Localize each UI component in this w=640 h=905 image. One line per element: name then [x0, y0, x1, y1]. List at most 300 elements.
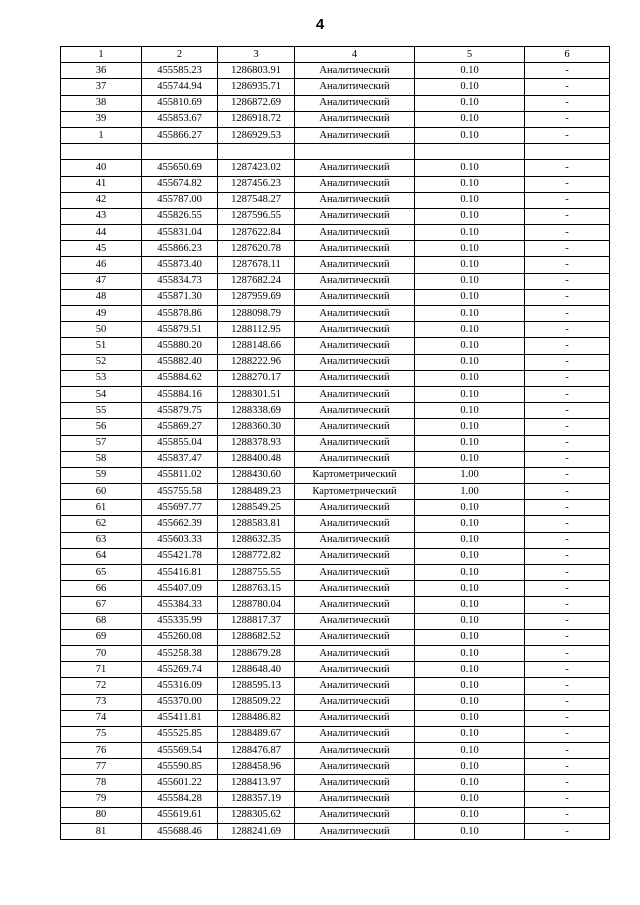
table-cell-col-6: -	[525, 565, 610, 581]
table-cell-col-2: 455834.73	[142, 273, 218, 289]
table-cell-col-5: 0.10	[415, 127, 525, 143]
table-cell-col-2: 455879.75	[142, 403, 218, 419]
table-cell-col-5: 0.10	[415, 322, 525, 338]
table-cell-col-5: 0.10	[415, 160, 525, 176]
table-cell-col-5: 0.10	[415, 451, 525, 467]
header-col-5: 5	[415, 47, 525, 63]
table-cell-col-1: 64	[61, 548, 142, 564]
table-cell-col-1: 62	[61, 516, 142, 532]
table-cell-col-5: 0.10	[415, 95, 525, 111]
table-cell-col-6: -	[525, 289, 610, 305]
table-cell-col-3: 1288489.67	[218, 726, 295, 742]
table-cell-col-1: 57	[61, 435, 142, 451]
table-cell-col-6: -	[525, 791, 610, 807]
table-row	[61, 241, 610, 257]
table-cell-col-1: 76	[61, 743, 142, 759]
table-cell-col-6: -	[525, 111, 610, 127]
table-row	[61, 225, 610, 241]
table-cell-col-4: Аналитический	[295, 791, 415, 807]
table-cell-col-3: 1288486.82	[218, 710, 295, 726]
table-cell-col-2: 455411.81	[142, 710, 218, 726]
table-cell-col-2: 455810.69	[142, 95, 218, 111]
table-cell-col-2: 455416.81	[142, 565, 218, 581]
table-cell-col-5: 0.10	[415, 354, 525, 370]
table-cell-col-3: 1287423.02	[218, 160, 295, 176]
table-cell-col-2: 455260.08	[142, 629, 218, 645]
table-row	[61, 386, 610, 402]
table-cell-col-4: Аналитический	[295, 581, 415, 597]
table-cell-col-6: -	[525, 726, 610, 742]
table-cell-col-4: Аналитический	[295, 225, 415, 241]
table-cell-col-6: -	[525, 451, 610, 467]
table-cell-col-1: 63	[61, 532, 142, 548]
table-cell-col-4: Аналитический	[295, 726, 415, 742]
table-row	[61, 807, 610, 823]
table-cell-col-6: -	[525, 322, 610, 338]
table-cell-col-4: Аналитический	[295, 257, 415, 273]
table-cell-col-5: 0.10	[415, 710, 525, 726]
table-cell-col-5: 0.10	[415, 176, 525, 192]
table-cell-col-3: 1288357.19	[218, 791, 295, 807]
table-cell-col-4: Аналитический	[295, 306, 415, 322]
table-cell-col-5: 0.10	[415, 241, 525, 257]
table-cell-col-3: 1288458.96	[218, 759, 295, 775]
table-cell-col-2: 455879.51	[142, 322, 218, 338]
table-cell-col-2: 455855.04	[142, 435, 218, 451]
table-row	[61, 370, 610, 386]
table-cell-col-6: -	[525, 532, 610, 548]
table-cell-col-3: 1288222.96	[218, 354, 295, 370]
table-cell-col-6: -	[525, 95, 610, 111]
table-cell-col-6: -	[525, 775, 610, 791]
header-col-6: 6	[525, 47, 610, 63]
table-cell-col-6: -	[525, 662, 610, 678]
table-cell-col-3: 1287959.69	[218, 289, 295, 305]
table-row	[61, 597, 610, 613]
table-cell-col-3: 1288270.17	[218, 370, 295, 386]
table-cell-col-6: -	[525, 581, 610, 597]
table-cell-col-1: 65	[61, 565, 142, 581]
table-cell-col-1: 71	[61, 662, 142, 678]
table-cell-col-2: 455873.40	[142, 257, 218, 273]
empty-cell	[415, 144, 525, 160]
table-cell-col-4: Аналитический	[295, 662, 415, 678]
table-cell-col-4: Аналитический	[295, 824, 415, 840]
table-cell-col-2: 455650.69	[142, 160, 218, 176]
table-cell-col-3: 1288648.40	[218, 662, 295, 678]
table-cell-col-2: 455662.39	[142, 516, 218, 532]
table-row	[61, 403, 610, 419]
table-cell-col-4: Аналитический	[295, 597, 415, 613]
table-row	[61, 95, 610, 111]
table-cell-col-6: -	[525, 678, 610, 694]
table-cell-col-5: 0.10	[415, 516, 525, 532]
table-header	[61, 47, 610, 63]
table-cell-col-2: 455826.55	[142, 208, 218, 224]
table-cell-col-5: 0.10	[415, 759, 525, 775]
table-cell-col-3: 1287548.27	[218, 192, 295, 208]
table-cell-col-6: -	[525, 160, 610, 176]
table-cell-col-4: Аналитический	[295, 354, 415, 370]
table-cell-col-3: 1288360.30	[218, 419, 295, 435]
table-row	[61, 694, 610, 710]
table-cell-col-4: Аналитический	[295, 273, 415, 289]
table-row	[61, 516, 610, 532]
table-cell-col-3: 1288755.55	[218, 565, 295, 581]
table-cell-col-1: 52	[61, 354, 142, 370]
table-cell-col-5: 0.10	[415, 597, 525, 613]
table-cell-col-1: 72	[61, 678, 142, 694]
table-cell-col-1: 70	[61, 645, 142, 661]
table-cell-col-1: 58	[61, 451, 142, 467]
table-cell-col-4: Аналитический	[295, 629, 415, 645]
table-cell-col-6: -	[525, 548, 610, 564]
table-cell-col-2: 455688.46	[142, 824, 218, 840]
table-cell-col-6: -	[525, 435, 610, 451]
table-cell-col-6: -	[525, 79, 610, 95]
table-cell-col-4: Аналитический	[295, 451, 415, 467]
table-cell-col-1: 77	[61, 759, 142, 775]
table-cell-col-5: 0.10	[415, 79, 525, 95]
table-row	[61, 613, 610, 629]
header-col-3: 3	[218, 47, 295, 63]
table-cell-col-1: 73	[61, 694, 142, 710]
table-cell-col-1: 44	[61, 225, 142, 241]
table-cell-col-1: 53	[61, 370, 142, 386]
table-cell-col-2: 455866.27	[142, 127, 218, 143]
table-row	[61, 289, 610, 305]
table-cell-col-5: 0.10	[415, 548, 525, 564]
table-cell-col-6: -	[525, 208, 610, 224]
empty-cell	[295, 144, 415, 160]
table-cell-col-3: 1287682.24	[218, 273, 295, 289]
table-cell-col-5: 0.10	[415, 775, 525, 791]
table-cell-col-2: 455880.20	[142, 338, 218, 354]
table-cell-col-3: 1288305.62	[218, 807, 295, 823]
table-cell-col-3: 1287596.55	[218, 208, 295, 224]
table-cell-col-3: 1288400.48	[218, 451, 295, 467]
table-cell-col-6: -	[525, 694, 610, 710]
table-cell-col-6: -	[525, 241, 610, 257]
table-cell-col-6: -	[525, 743, 610, 759]
table-cell-col-5: 0.10	[415, 273, 525, 289]
header-col-2: 2	[142, 47, 218, 63]
table-cell-col-4: Аналитический	[295, 532, 415, 548]
table-row	[61, 306, 610, 322]
table-cell-col-1: 60	[61, 484, 142, 500]
table-cell-col-2: 455619.61	[142, 807, 218, 823]
table-cell-col-4: Аналитический	[295, 613, 415, 629]
table-cell-col-5: 0.10	[415, 824, 525, 840]
table-cell-col-1: 40	[61, 160, 142, 176]
table-cell-col-5: 0.10	[415, 403, 525, 419]
table-cell-col-6: -	[525, 403, 610, 419]
table-cell-col-1: 66	[61, 581, 142, 597]
coordinates-table	[60, 46, 610, 840]
table-cell-col-3: 1288301.51	[218, 386, 295, 402]
table-cell-col-6: -	[525, 192, 610, 208]
table-cell-col-5: 0.10	[415, 629, 525, 645]
table-cell-col-1: 41	[61, 176, 142, 192]
table-cell-col-1: 47	[61, 273, 142, 289]
table-cell-col-1: 59	[61, 467, 142, 483]
table-cell-col-6: -	[525, 273, 610, 289]
table-cell-col-4: Аналитический	[295, 435, 415, 451]
header-col-1: 1	[61, 47, 142, 63]
table-cell-col-2: 455584.28	[142, 791, 218, 807]
table-cell-col-6: -	[525, 516, 610, 532]
table-row	[61, 775, 610, 791]
table-row	[61, 208, 610, 224]
table-cell-col-3: 1286918.72	[218, 111, 295, 127]
table-cell-col-1: 68	[61, 613, 142, 629]
table-row	[61, 743, 610, 759]
table-cell-col-5: 0.10	[415, 306, 525, 322]
table-row	[61, 435, 610, 451]
table-cell-col-4: Аналитический	[295, 386, 415, 402]
table-cell-col-3: 1288489.23	[218, 484, 295, 500]
table-cell-col-5: 0.10	[415, 581, 525, 597]
table-row	[61, 662, 610, 678]
table-cell-col-5: 0.10	[415, 338, 525, 354]
table-row	[61, 726, 610, 742]
table-cell-col-1: 61	[61, 500, 142, 516]
table-row	[61, 500, 610, 516]
table-row	[61, 824, 610, 840]
table-cell-col-1: 54	[61, 386, 142, 402]
table-cell-col-3: 1288413.97	[218, 775, 295, 791]
table-cell-col-5: 0.10	[415, 565, 525, 581]
table-cell-col-5: 0.10	[415, 419, 525, 435]
table-cell-col-1: 67	[61, 597, 142, 613]
table-row	[61, 322, 610, 338]
table-cell-col-4: Аналитический	[295, 208, 415, 224]
table-cell-col-3: 1288780.04	[218, 597, 295, 613]
table-cell-col-1: 36	[61, 63, 142, 79]
table-row	[61, 111, 610, 127]
table-cell-col-3: 1287456.23	[218, 176, 295, 192]
table-cell-col-1: 56	[61, 419, 142, 435]
table-cell-col-1: 78	[61, 775, 142, 791]
table-row	[61, 257, 610, 273]
table-cell-col-5: 0.10	[415, 63, 525, 79]
table-cell-col-6: -	[525, 824, 610, 840]
table-cell-col-6: -	[525, 338, 610, 354]
table-row	[61, 532, 610, 548]
table-cell-col-2: 455811.02	[142, 467, 218, 483]
table-cell-col-4: Аналитический	[295, 694, 415, 710]
table-cell-col-4: Аналитический	[295, 127, 415, 143]
table-cell-col-1: 50	[61, 322, 142, 338]
table-cell-col-3: 1288241.69	[218, 824, 295, 840]
table-cell-col-6: -	[525, 500, 610, 516]
table-cell-col-4: Аналитический	[295, 79, 415, 95]
table-row	[61, 176, 610, 192]
table-row	[61, 160, 610, 176]
table-cell-col-3: 1288098.79	[218, 306, 295, 322]
table-row	[61, 467, 610, 483]
table-cell-col-5: 0.10	[415, 289, 525, 305]
table-row	[61, 581, 610, 597]
table-cell-col-4: Аналитический	[295, 192, 415, 208]
table-cell-col-1: 46	[61, 257, 142, 273]
table-cell-col-6: -	[525, 807, 610, 823]
table-cell-col-2: 455674.82	[142, 176, 218, 192]
table-cell-col-3: 1288509.22	[218, 694, 295, 710]
table-row	[61, 791, 610, 807]
table-cell-col-2: 455697.77	[142, 500, 218, 516]
table-cell-col-2: 455853.67	[142, 111, 218, 127]
table-row	[61, 192, 610, 208]
table-cell-col-4: Аналитический	[295, 63, 415, 79]
table-row	[61, 548, 610, 564]
table-cell-col-4: Аналитический	[295, 160, 415, 176]
table-cell-col-5: 0.10	[415, 678, 525, 694]
table-cell-col-4: Аналитический	[295, 807, 415, 823]
table-cell-col-1: 43	[61, 208, 142, 224]
table-cell-col-5: 0.10	[415, 743, 525, 759]
table-row	[61, 127, 610, 143]
table-cell-col-5: 0.10	[415, 662, 525, 678]
table-cell-col-2: 455601.22	[142, 775, 218, 791]
table-cell-col-3: 1288595.13	[218, 678, 295, 694]
table-cell-col-6: -	[525, 710, 610, 726]
table-cell-col-1: 42	[61, 192, 142, 208]
table-cell-col-2: 455525.85	[142, 726, 218, 742]
table-row	[61, 629, 610, 645]
table-cell-col-5: 0.10	[415, 500, 525, 516]
table-cell-col-4: Аналитический	[295, 565, 415, 581]
table-cell-col-3: 1288632.35	[218, 532, 295, 548]
table-cell-col-2: 455882.40	[142, 354, 218, 370]
table-row	[61, 79, 610, 95]
table-cell-col-4: Аналитический	[295, 775, 415, 791]
table-cell-col-4: Аналитический	[295, 370, 415, 386]
table-cell-col-1: 55	[61, 403, 142, 419]
table-cell-col-1: 81	[61, 824, 142, 840]
table-cell-col-4: Аналитический	[295, 516, 415, 532]
table-cell-col-2: 455585.23	[142, 63, 218, 79]
table-cell-col-5: 1.00	[415, 484, 525, 500]
table-cell-col-1: 48	[61, 289, 142, 305]
table-body	[61, 63, 610, 840]
table-row	[61, 419, 610, 435]
table-cell-col-4: Аналитический	[295, 111, 415, 127]
table-cell-col-2: 455407.09	[142, 581, 218, 597]
table-cell-col-2: 455269.74	[142, 662, 218, 678]
table-cell-col-2: 455603.33	[142, 532, 218, 548]
table-cell-col-5: 0.10	[415, 435, 525, 451]
table-cell-col-5: 0.10	[415, 645, 525, 661]
table-cell-col-2: 455335.99	[142, 613, 218, 629]
table-cell-col-6: -	[525, 63, 610, 79]
table-cell-col-4: Аналитический	[295, 743, 415, 759]
table-cell-col-3: 1286872.69	[218, 95, 295, 111]
table-cell-col-2: 455884.62	[142, 370, 218, 386]
table-cell-col-5: 0.10	[415, 726, 525, 742]
table-cell-col-2: 455869.27	[142, 419, 218, 435]
table-row	[61, 484, 610, 500]
table-cell-col-6: -	[525, 629, 610, 645]
table-cell-col-3: 1288817.37	[218, 613, 295, 629]
table-cell-col-4: Аналитический	[295, 678, 415, 694]
table-cell-col-4: Аналитический	[295, 289, 415, 305]
table-cell-col-3: 1287622.84	[218, 225, 295, 241]
table-cell-col-4: Аналитический	[295, 176, 415, 192]
table-cell-col-2: 455744.94	[142, 79, 218, 95]
table-cell-col-4: Аналитический	[295, 548, 415, 564]
table-cell-col-2: 455258.38	[142, 645, 218, 661]
empty-cell	[142, 144, 218, 160]
table-cell-col-4: Аналитический	[295, 419, 415, 435]
table-cell-col-2: 455370.00	[142, 694, 218, 710]
table-cell-col-2: 455878.86	[142, 306, 218, 322]
table-cell-col-5: 1.00	[415, 467, 525, 483]
table-cell-col-4: Аналитический	[295, 241, 415, 257]
table-cell-col-6: -	[525, 467, 610, 483]
page-number: 4	[315, 16, 325, 33]
table-cell-col-4: Аналитический	[295, 710, 415, 726]
table-cell-col-6: -	[525, 597, 610, 613]
table-cell-col-3: 1288112.95	[218, 322, 295, 338]
table-cell-col-1: 74	[61, 710, 142, 726]
table-cell-col-2: 455884.16	[142, 386, 218, 402]
table-cell-col-2: 455384.33	[142, 597, 218, 613]
table-cell-col-3: 1287620.78	[218, 241, 295, 257]
header-col-4: 4	[295, 47, 415, 63]
table-cell-col-1: 75	[61, 726, 142, 742]
table-cell-col-3: 1288378.93	[218, 435, 295, 451]
table-cell-col-4: Аналитический	[295, 645, 415, 661]
table-cell-col-5: 0.10	[415, 807, 525, 823]
table-cell-col-3: 1288583.81	[218, 516, 295, 532]
table-cell-col-3: 1286935.71	[218, 79, 295, 95]
table-cell-col-5: 0.10	[415, 257, 525, 273]
empty-cell	[218, 144, 295, 160]
table-row	[61, 354, 610, 370]
table-cell-col-6: -	[525, 613, 610, 629]
table-cell-col-4: Аналитический	[295, 403, 415, 419]
table-cell-col-4: Аналитический	[295, 500, 415, 516]
table-cell-col-5: 0.10	[415, 386, 525, 402]
table-cell-col-1: 37	[61, 79, 142, 95]
table-cell-col-3: 1286803.91	[218, 63, 295, 79]
separator-row	[61, 144, 610, 160]
table-cell-col-5: 0.10	[415, 225, 525, 241]
table-row	[61, 678, 610, 694]
table-cell-col-6: -	[525, 645, 610, 661]
table-cell-col-6: -	[525, 370, 610, 386]
table-cell-col-2: 455787.00	[142, 192, 218, 208]
table-cell-col-6: -	[525, 257, 610, 273]
table-cell-col-6: -	[525, 176, 610, 192]
table-row	[61, 565, 610, 581]
table-cell-col-3: 1288679.28	[218, 645, 295, 661]
table-cell-col-2: 455866.23	[142, 241, 218, 257]
table-cell-col-4: Аналитический	[295, 95, 415, 111]
table-cell-col-3: 1288763.15	[218, 581, 295, 597]
table-cell-col-2: 455590.85	[142, 759, 218, 775]
table-cell-col-3: 1288772.82	[218, 548, 295, 564]
empty-cell	[525, 144, 610, 160]
table-cell-col-6: -	[525, 759, 610, 775]
table-cell-col-2: 455871.30	[142, 289, 218, 305]
table-cell-col-5: 0.10	[415, 208, 525, 224]
table-cell-col-2: 455755.58	[142, 484, 218, 500]
table-cell-col-1: 69	[61, 629, 142, 645]
table-cell-col-1: 80	[61, 807, 142, 823]
table-cell-col-1: 51	[61, 338, 142, 354]
